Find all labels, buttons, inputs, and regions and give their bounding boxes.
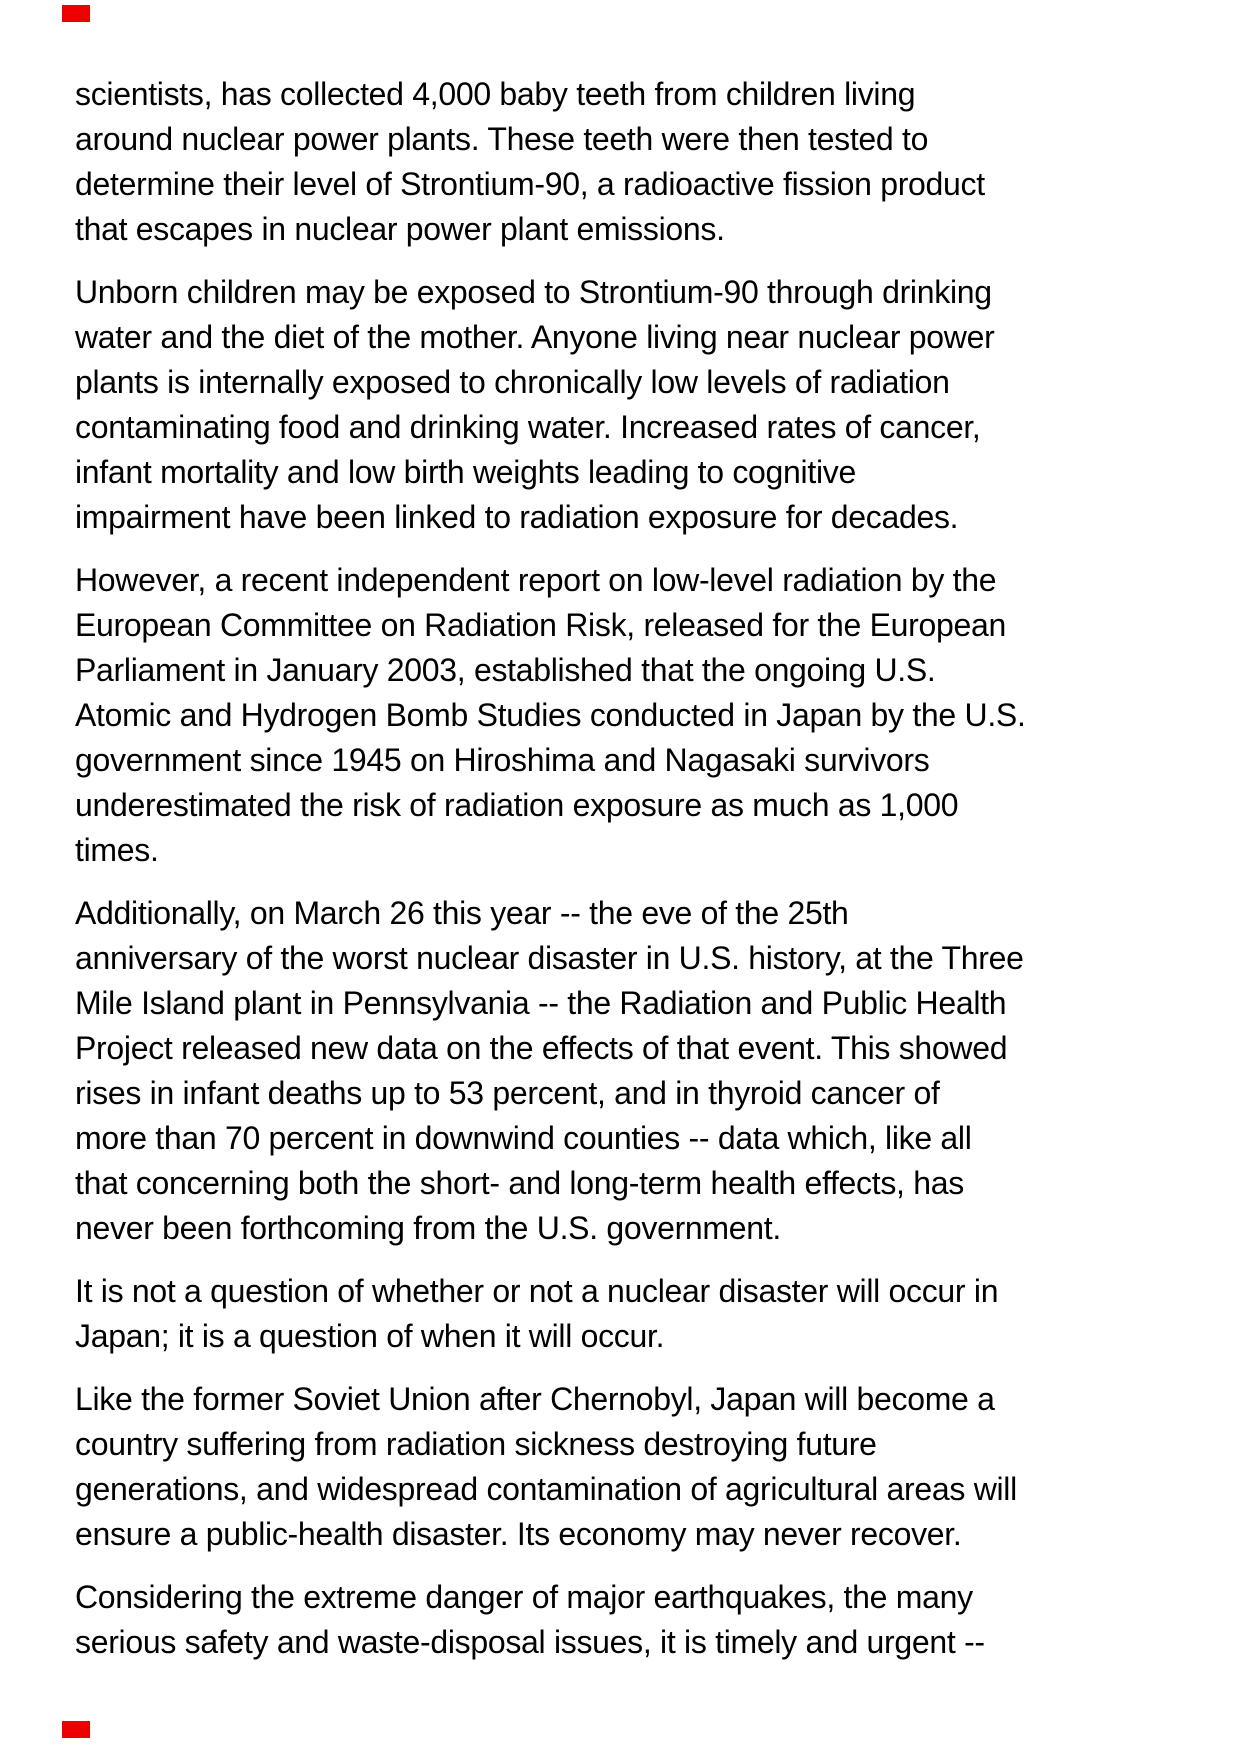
paragraph (75, 891, 1190, 1251)
text-line: more than 70 percent in downwind counties -- data which, like all (75, 1120, 972, 1156)
text-line: infant mortality and low birth weights leading to cognitive (75, 454, 856, 490)
text-line: Parliament in January 2003, established that the ongoing U.S. (75, 652, 936, 688)
paragraph (75, 558, 1190, 873)
text-line: contaminating food and drinking water. Increased rates of cancer, (75, 409, 981, 445)
text-line: Considering the extreme danger of major earthquakes, the many (75, 1579, 973, 1615)
text-line: Mile Island plant in Pennsylvania -- the Radiation and Public Health (75, 985, 1007, 1021)
text-line: Unborn children may be exposed to Strontium-90 through drinking (75, 274, 992, 310)
text-line: Project released new data on the effects of that event. This showed (75, 1030, 1008, 1066)
text-line: around nuclear power plants. These teeth were then tested to (75, 121, 929, 157)
text-line: Atomic and Hydrogen Bomb Studies conducted in Japan by the U.S. (75, 697, 1026, 733)
paragraph (75, 1377, 1190, 1557)
text-line: government since 1945 on Hiroshima and Nagasaki survivors (75, 742, 930, 778)
text-line: that concerning both the short- and long-term health effects, has (75, 1165, 964, 1201)
text-line: anniversary of the worst nuclear disaster in U.S. history, at the Three (75, 940, 1024, 976)
paragraph (75, 72, 1190, 252)
red-corner-marker (62, 5, 90, 22)
text-line: plants is internally exposed to chronically low levels of radiation (75, 364, 950, 400)
text-line: rises in infant deaths up to 53 percent, and in thyroid cancer of (75, 1075, 940, 1111)
text-line: never been forthcoming from the U.S. government. (75, 1210, 781, 1246)
text-line: impairment have been linked to radiation exposure for decades. (75, 499, 959, 535)
text-line: However, a recent independent report on low-level radiation by the (75, 562, 997, 598)
text-line: serious safety and waste-disposal issues, it is timely and urgent -- (75, 1624, 985, 1660)
text-line: underestimated the risk of radiation exposure as much as 1,000 (75, 787, 959, 823)
text-line: country suffering from radiation sickness destroying future (75, 1426, 877, 1462)
text-line: generations, and widespread contamination of agricultural areas will (75, 1471, 1017, 1507)
text-line: ensure a public-health disaster. Its economy may never recover. (75, 1516, 962, 1552)
paragraph (75, 1575, 1190, 1665)
paragraph (75, 1269, 1190, 1359)
red-corner-marker (62, 1721, 90, 1738)
text-line: water and the diet of the mother. Anyone living near nuclear power (75, 319, 995, 355)
text-line: that escapes in nuclear power plant emissions. (75, 211, 725, 247)
text-column (75, 72, 1190, 1683)
text-line: Like the former Soviet Union after Chernobyl, Japan will become a (75, 1381, 995, 1417)
text-line: times. (75, 832, 159, 868)
text-line: determine their level of Strontium-90, a radioactive fission product (75, 166, 985, 202)
paragraph (75, 270, 1190, 540)
text-line: scientists, has collected 4,000 baby teeth from children living (75, 76, 916, 112)
text-line: It is not a question of whether or not a nuclear disaster will occur in (75, 1273, 999, 1309)
text-line: Japan; it is a question of when it will occur. (75, 1318, 665, 1354)
text-line: Additionally, on March 26 this year -- the eve of the 25th (75, 895, 849, 931)
text-line: European Committee on Radiation Risk, released for the European (75, 607, 1006, 643)
